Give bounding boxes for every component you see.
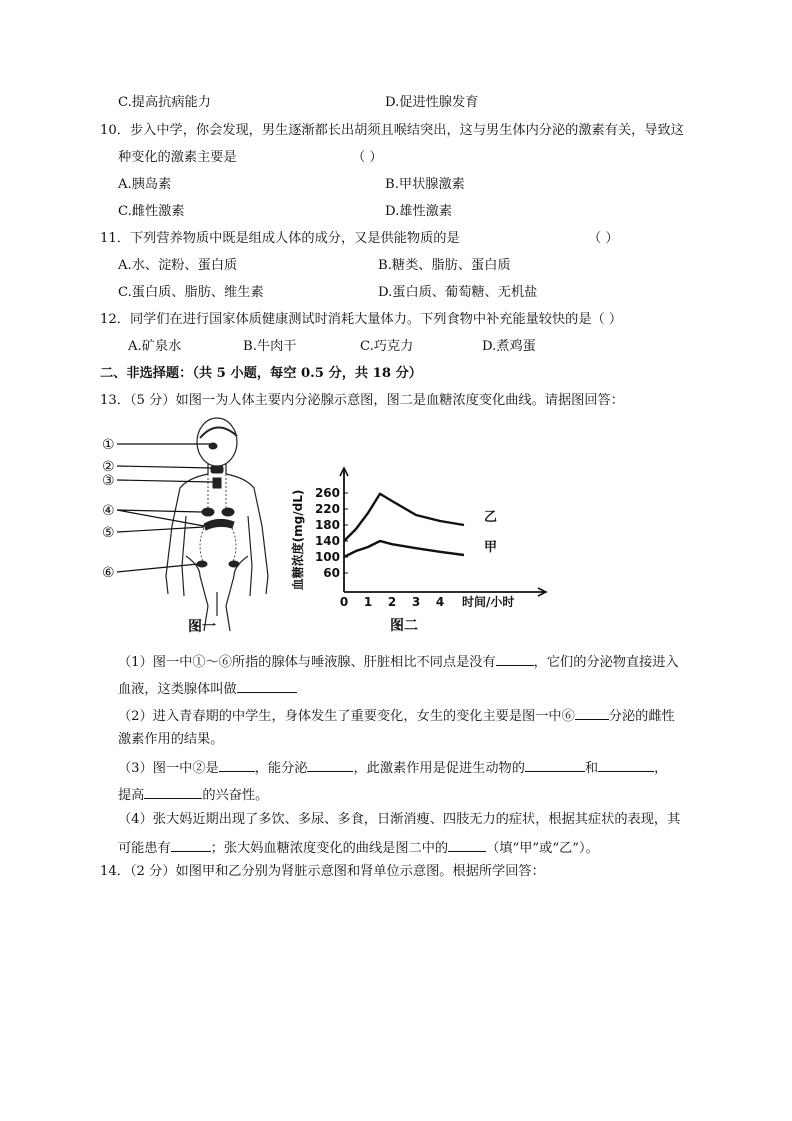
q13-part4-text-c: ；张大妈血糖浓度变化的曲线是图二中的 — [210, 841, 449, 856]
head-outline — [197, 418, 237, 466]
figure-2-blood-sugar-chart — [290, 460, 550, 638]
pancreas — [204, 519, 234, 530]
q9-option-c: C.提高抗病能力 — [118, 95, 211, 110]
thymus-gland — [213, 478, 221, 488]
fig1-caption: 图一 — [188, 619, 216, 635]
q13-part3-text-e: ， — [654, 761, 668, 776]
blank-1[interactable] — [496, 651, 534, 666]
q13-stem: 13．（5 分）如图一为人体主要内分泌腺示意图，图二是血糖浓度变化曲线。请据图回答： — [100, 393, 624, 408]
y-tick-label: 220 — [314, 502, 340, 516]
section-heading: 二、非选择题：（共 5 小题，每空 0.5 分，共 18 分） — [100, 366, 422, 381]
y-tick-label: 100 — [314, 550, 340, 564]
q13-part3-text-g: 的兴奋性。 — [202, 788, 269, 803]
q13-part1-line1 — [118, 651, 679, 672]
q11-option-d: D.蛋白质、葡萄糖、无机盐 — [378, 285, 538, 300]
fig1-label-6: ⑥ — [102, 565, 115, 581]
q11-option-b: B.糖类、脂肪、蛋白质 — [378, 258, 511, 273]
q10-option-b: B.甲状腺激素 — [385, 177, 465, 192]
q13-part1-text-c: 血液，这类腺体叫做 — [118, 682, 237, 697]
adrenal-gland-right — [222, 508, 234, 516]
q10-option-c: C.雌性激素 — [118, 204, 185, 219]
q12-option-b: B.牛肉干 — [243, 339, 297, 354]
blank-9[interactable] — [171, 837, 211, 852]
q11-option-a: A.水、淀粉、蛋白质 — [118, 258, 238, 273]
q13-part1-line2 — [118, 678, 297, 699]
y-tick-label: 60 — [323, 566, 340, 580]
blank-4[interactable] — [219, 757, 255, 772]
q12-option-d: D.煮鸡蛋 — [482, 339, 536, 354]
q13-part4-line2 — [118, 837, 599, 858]
q13-part3-line2 — [118, 784, 268, 805]
q10-option-d: D.雄性激素 — [385, 204, 453, 219]
q10-option-a: A.胰岛素 — [118, 177, 172, 192]
q11-option-c: C.蛋白质、脂肪、维生素 — [118, 285, 264, 300]
q13-part2-text-a: （2）进入青春期的中学生，身体发生了重要变化，女生的变化主要是图一中⑥ — [118, 709, 575, 724]
blank-7[interactable] — [598, 757, 654, 772]
q13-part2-text-b: 分泌的雌性 — [608, 709, 675, 724]
fig1-label-2: ② — [102, 459, 115, 475]
y-tick-label: 260 — [314, 486, 340, 500]
q13-part3-text-f: 提高 — [118, 788, 145, 803]
series-label-1: 乙 — [484, 510, 498, 525]
x-tick-label: 2 — [387, 595, 397, 609]
x-tick-label: 1 — [363, 595, 373, 609]
q13-part3-text-a: （3）图一中②是 — [118, 761, 219, 776]
ovary-left — [197, 561, 207, 567]
blank-2[interactable] — [237, 678, 297, 693]
fig1-label-3: ③ — [102, 473, 115, 489]
figure-1-endocrine-diagram — [100, 416, 280, 638]
fig1-label-5: ⑤ — [102, 525, 115, 541]
q10-stem-line2: 种变化的激素主要是 — [118, 150, 237, 165]
fig1-label-4: ④ — [102, 503, 115, 519]
q11-stem: 11．下列营养物质中既是组成人体的成分，又是供能物质的是 — [100, 231, 460, 246]
blank-6[interactable] — [525, 757, 585, 772]
y-tick-label: 140 — [314, 534, 340, 548]
q13-part3-text-b: ，能分泌 — [254, 761, 308, 776]
fig2-caption: 图二 — [390, 618, 418, 634]
q13-part3-line1 — [118, 757, 667, 778]
x-tick-label: 4 — [435, 595, 445, 609]
blank-10[interactable] — [448, 837, 486, 852]
pituitary-gland — [209, 443, 217, 449]
thyroid-gland — [211, 466, 223, 473]
q11-answer-paren: （ ） — [588, 231, 619, 246]
series-label-2: 甲 — [484, 540, 498, 555]
q13-part3-text-c: ，此激素作用是促进生动物的 — [353, 761, 525, 776]
q13-part1-text-b: ，它们的分泌物直接进入 — [533, 655, 679, 670]
q12-option-a: A.矿泉水 — [128, 339, 182, 354]
q13-part2-line1 — [118, 705, 675, 726]
blank-3[interactable] — [575, 705, 609, 720]
blank-5[interactable] — [307, 757, 353, 772]
q12-option-c: C.巧克力 — [360, 339, 414, 354]
q13-part1-text-a: （1）图一中①～⑥所指的腺体与唾液腺、肝脏相比不同点是没有 — [118, 655, 496, 670]
ovary-right — [229, 561, 239, 567]
q13-part3-text-d: 和 — [584, 761, 599, 776]
q13-part4-line1: （4）张大妈近期出现了多饮、多尿、多食，日渐消瘦、四肢无力的症状，根据其症状的表现，其 — [118, 812, 681, 827]
x-axis-label: 时间/小时 — [462, 595, 515, 609]
left-body-outline — [166, 474, 208, 594]
series-line-1 — [344, 494, 464, 541]
y-tick-label: 180 — [314, 518, 340, 532]
q10-stem-line1: 10．步入中学，你会发现，男生逐渐都长出胡须且喉结突出，这与男生体内分泌的激素有关，导致这 — [100, 123, 684, 138]
x-tick-label: 0 — [339, 595, 349, 609]
q13-part4-text-d: （填“甲”或“乙”）。 — [486, 841, 599, 856]
q14-stem: 14．（2 分）如图甲和乙分别为肾脏示意图和肾单位示意图。根据所学回答： — [100, 864, 545, 879]
blank-8[interactable] — [144, 784, 202, 799]
q9-option-d: D.促进性腺发育 — [385, 95, 479, 110]
q13-part2-line2: 激素作用的结果。 — [118, 732, 224, 747]
q13-part4-text-b: 可能患有 — [118, 841, 171, 856]
right-body-outline — [226, 474, 268, 594]
series-line-2 — [344, 541, 464, 557]
x-tick-label: 3 — [411, 595, 421, 609]
q10-answer-paren: （ ） — [352, 150, 383, 165]
fig1-label-1: ① — [102, 437, 115, 453]
q12-stem: 12．同学们在进行国家体质健康测试时消耗大量体力。下列食物中补充能量较快的是（ ） — [100, 312, 623, 327]
y-axis-label: 血糖浓度(mg/dL) — [291, 489, 305, 591]
